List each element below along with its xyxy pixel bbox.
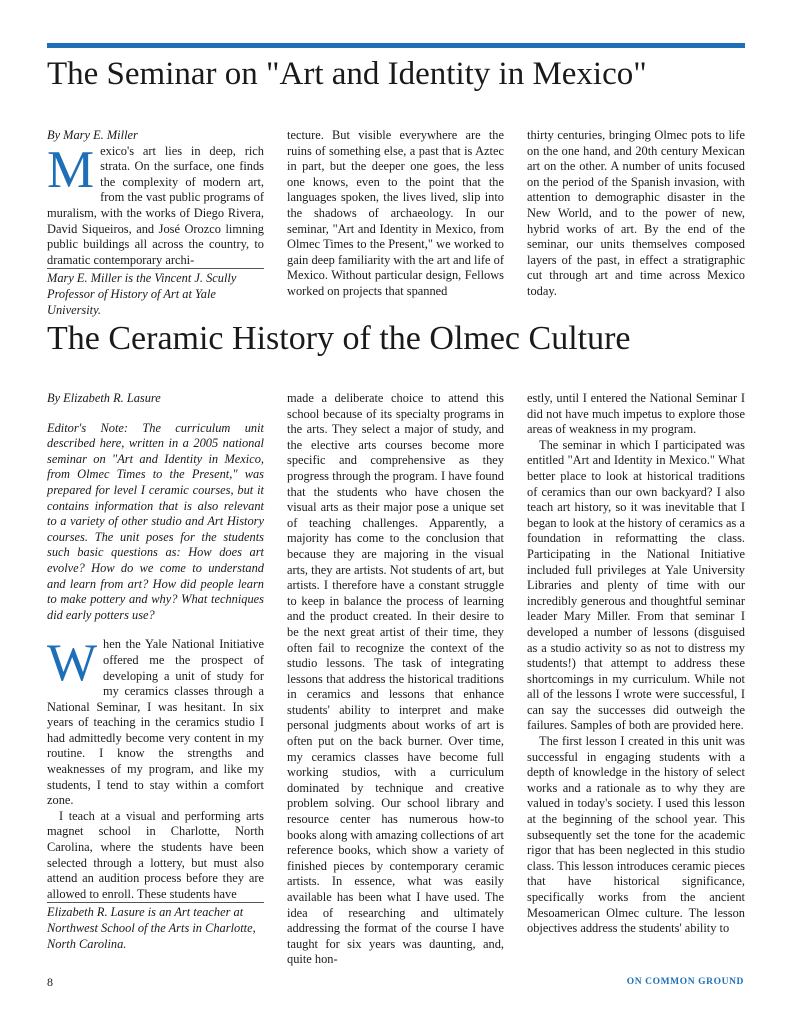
article1-column-2 bbox=[287, 128, 504, 300]
article2-author-bio: Elizabeth R. Lasure is an Art teacher at Northwest School of the Arts in Charlotte, North Carolina. bbox=[47, 902, 264, 952]
article1-col3-text: thirty centuries, bringing Olmec pots to life on the one hand, and 20th century Mexican art on the other. A number of units focused on the period of the Spanish invasion, with attention to demographic disaster in the New World, and to the power of new, hybrid works of art. By the end of the seminar, our units themselves composed layers of the past, in effect a stratigraphic cut through art and time across Mexico today. bbox=[527, 128, 745, 298]
editors-note: Editor's Note: The curriculum unit described here, written in a 2005 national seminar on "Art and Identity in Mexico, from Olmec Times to the Present," was prepared for level I ceramic courses, but it contains information that is also relevant to a variety of other studio and Art History courses. The unit poses for the students such basic questions as: How does art evolve? How do we come to understand and learn from art? How did people learn to make pottery and why? What techniques did early potters use? bbox=[47, 420, 264, 622]
article1-body-1 bbox=[47, 140, 264, 269]
article2-column-3 bbox=[527, 391, 745, 937]
article1-author-bio: Mary E. Miller is the Vincent J. Scully Professor of History of Art at Yale University. bbox=[47, 268, 264, 318]
article2-body-1 bbox=[47, 634, 264, 809]
article2-col3-p1: estly, until I entered the National Seminar I did not have much impetus to explore those areas of weakness in my program. bbox=[527, 391, 745, 437]
article1-dropcap: M bbox=[47, 140, 95, 199]
article1-col1-text: exico's art lies in deep, rich strata. On the surface, one finds the complexity of modern art, from the vast public programs of muralism, with the works of Diego Rivera, David Siqueiros, and José Orozco limning public buildings all across the country, to dramatic contemporary archi- bbox=[47, 143, 264, 267]
article2-dropcap: W bbox=[47, 634, 98, 693]
article1-column-1 bbox=[47, 128, 264, 318]
magazine-name: ON COMMON GROUND bbox=[626, 977, 744, 987]
article2-col2-text: made a deliberate choice to attend this school because of its specialty programs in the arts. They select a major of study, and the elective arts courses become more specific and comprehensive as they progress through the program. I have found that the students who have chosen the visual arts as their major pose a unique set of teaching challenges. Apparently, a majority has come to the conclusion that because they are majoring in the visual arts, they are artists. Not students of art, but artists. I therefore have a constant struggle to keep in balance the process of learning and the product created. In their desire to be the next great artist of their time, they often fail to recognize the context of the studio lessons. The task of integrating lessons that address the historical traditions in ceramics and lessons that enhance students' ability to interpret and make personal judgments about works of art is often put on the back burner. Over time, my ceramics classes have become full working studios, with a curriculum dominated by technique and creative problem solving. Our school library and resource center has numerous how-to books along with amazing collections of art reference books, which show a variety of finished pieces by contemporary ceramic artists. In essence, what was easily available has been what I have used. The idea of researching and ultimately addressing the format of the course I have taught for six years was daunting, and, quite hon- bbox=[287, 391, 504, 967]
article1-column-3 bbox=[527, 128, 745, 300]
article1-byline: By Mary E. Miller bbox=[47, 128, 138, 142]
article1-title: The Seminar on "Art and Identity in Mexico" bbox=[47, 56, 647, 92]
article2-col1-p1: hen the Yale National Initiative offered me the prospect of developing a unit of study for my ceramics classes through a National Seminar, I was hesitant. In six years of teaching in the ceramics studio I had admittedly become very content in my routine. I know the strengths and weaknesses of my program, and like my students, I tend to stay within a comfort zone. bbox=[47, 637, 264, 808]
article2-col3-p3: The first lesson I created in this unit was successful in engaging students with a depth of knowledge in the history of select works and a rationale as to why they are valued in today's society. I used this lesson at the beginning of the school year. This subsequently set the tone for the academic rigor that has been neglected in this studio class. This lesson introduces ceramic pieces that have historical significance, specifically works from the ancient Mesoamerican Olmec culture. The lesson objectives address the students' ability to bbox=[527, 734, 745, 936]
article2-col3-p2: The seminar in which I participated was entitled "Art and Identity in Mexico." What better place to look at historical traditions of ceramics than our own backyard? I also teach art history, so it was inevitable that I began to look at the history of ceramics as a foundation in reformatting the class. Participating in the National Initiative included full privileges at Yale University Libraries and plenty of time with our incredibly generous and thoughtful seminar leader Mary Miller. From that seminar I developed a number of lessons (disguised as a studio activity so as not to distress my students!) that attempt to address these shortcomings in my curriculum. While not all of the lessons I wrote were successful, I can say the successes did outweigh the failures. Samples of both are provided here. bbox=[527, 437, 745, 733]
article2-title: The Ceramic History of the Olmec Culture bbox=[47, 320, 631, 357]
article1-col2-text: tecture. But visible everywhere are the ruins of something else, a past that is Aztec in part, but the deeper one goes, the less one knows, even to the point that the languages spoken, the lives lived, slip into the shadows of archaeology. In our seminar, "Art and Identity in Mexico, from Olmec Times to the Present," we worked to gain deep familiarity with the art and life of Mexico. Without particular design, Fellows worked on projects that spanned bbox=[287, 128, 504, 298]
article2-column-2 bbox=[287, 391, 504, 968]
article2-byline: By Elizabeth R. Lasure bbox=[47, 391, 161, 405]
page-number: 8 bbox=[47, 975, 53, 989]
article2-col1-p2: I teach at a visual and performing arts magnet school in Charlotte, North Carolina, where the students have been selected through a lottery, but must also attend an audition process before they are allowed to enroll. These students have bbox=[47, 808, 264, 901]
article2-column-1 bbox=[47, 391, 264, 952]
top-rule bbox=[47, 43, 745, 48]
